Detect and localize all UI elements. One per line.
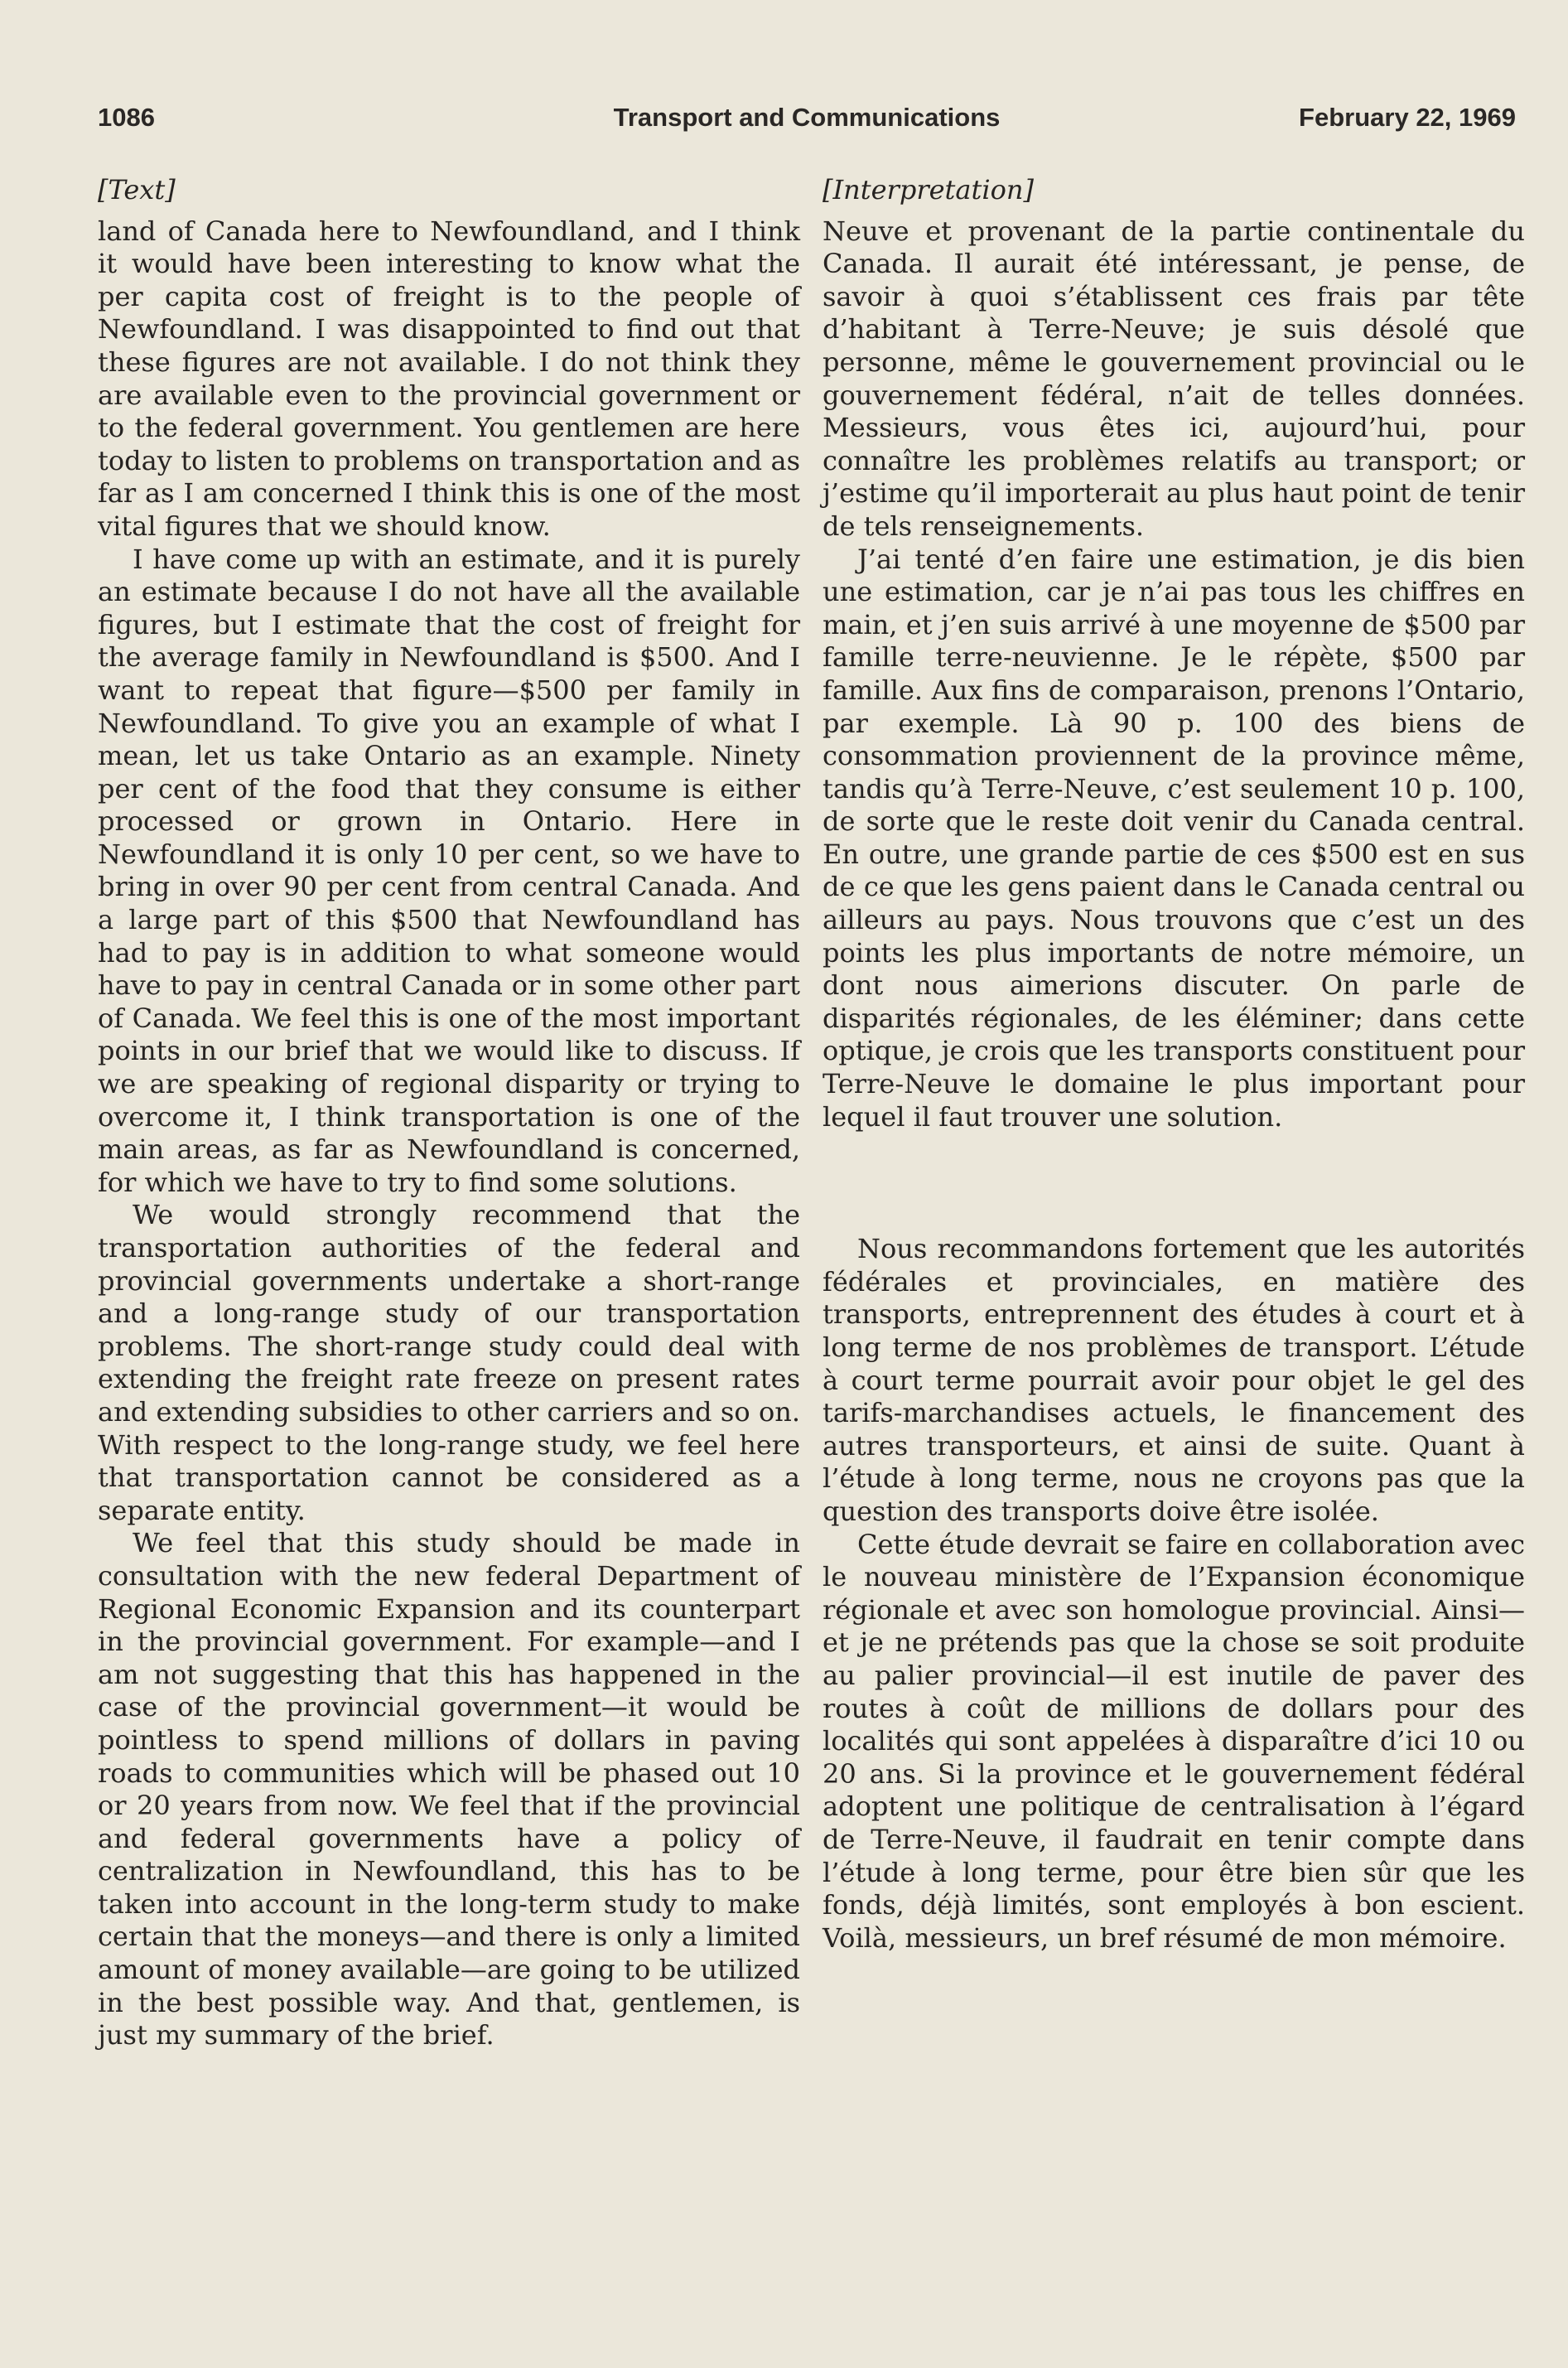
column-spacer	[823, 1133, 1525, 1233]
english-paragraph-3: We would strongly recommend that the transportation authorities of the federal and provincial governments undertake a short-range and a long-range study of our transportation problems. The short-range study could deal with extending the freight rate freeze on present rates and extending subsidies to other carriers and so on. With respect to the long-range study, we feel here that transportation cannot be considered as a separate entity.	[98, 1199, 800, 1526]
french-paragraph-4: Cette étude devrait se faire en collaboration avec le nouveau ministère de l’Expansion économique régionale et avec son homologue provincial. Ainsi—et je ne prétends pas que la chose se soit produite au palier provincial—il est inutile de paver des routes à coût de millions de dollars pour des localités qui sont appelées à disparaître d’ici 10 ou 20 ans. Si la province et le gouvernement fédéral adoptent une politique de centralisation à l’égard de Terre-Neuve, il faudrait en tenir compte dans l’étude à long terme, pour être bien sûr que les fonds, déjà limités, sont employés à bon escient. Voilà, messieurs, un bref résumé de mon mémoire.	[823, 1528, 1525, 1954]
page-number: 1086	[98, 103, 155, 132]
english-paragraph-2: I have come up with an estimate, and it is purely an estimate because I do not have all the available figures, but I estimate that the cost of freight for the average family in Newfoundland is $500. And I want to repeat that figure—$500 per family in Newfoundland. To give you an example of what I mean, let us take Ontario as an example. Ninety per cent of the food that they consume is either processed or grown in Ontario. Here in Newfoundland it is only 10 per cent, so we have to bring in over 90 per cent from central Canada. And a large part of this $500 that Newfoundland has had to pay is in addition to what someone would have to pay in central Canada or in some other part of Canada. We feel this is one of the most important points in our brief that we would like to discuss. If we are speaking of regional disparity or trying to overcome it, I think transportation is one of the main areas, as far as Newfoundland is concerned, for which we have to try to find some solutions.	[98, 543, 800, 1198]
french-paragraph-1: Neuve et provenant de la partie continentale du Canada. Il aurait été intéressant, je pense, de savoir à quoi s’établissent ces frais par tête d’habitant à Terre-Neuve; je suis désolé que personne, même le gouvernement provincial ou le gouvernement fédéral, n’ait de telles données. Messieurs, vous êtes ici, aujourd’hui, pour connaître les problèmes relatifs au transport; or j’estime qu’il importerait au plus haut point de tenir de tels renseignements.	[823, 215, 1525, 542]
interpretation-label: [Interpretation]	[823, 174, 1034, 205]
running-header	[98, 103, 1516, 144]
text-label: [Text]	[98, 174, 176, 205]
french-paragraph-2: J’ai tenté d’en faire une estimation, je dis bien une estimation, car je n’ai pas tous les chiffres en main, et j’en suis arrivé à une moyenne de $500 par famille terre-neuvienne. Je le répète, $500 par famille. Aux fins de comparaison, prenons l’Ontario, par exemple. Là 90 p. 100 des biens de consommation proviennent de la province même, tandis qu’à Terre-Neuve, c’est seulement 10 p. 100, de sorte que le reste doit venir du Canada central. En outre, une grande partie de ces $500 est en sus de ce que les gens paient dans le Canada central ou ailleurs au pays. Nous trouvons que c’est un des points les plus importants de notre mémoire, un dont nous aimerions discuter. On parle de disparités régionales, de les éléminer; dans cette optique, je crois que les transports constituent pour Terre-Neuve le domaine le plus important pour lequel il faut trouver une solution.	[823, 543, 1525, 1133]
french-paragraph-3: Nous recommandons fortement que les autorités fédérales et provinciales, en matière des transports, entreprennent des études à court et à long terme de nos problèmes de transport. L’étude à court terme pourrait avoir pour objet le gel des tarifs-marchandises actuels, le financement des autres transporteurs, et ainsi de suite. Quant à l’étude à long terme, nous ne croyons pas que la question des transports doive être isolée.	[823, 1233, 1525, 1527]
header-date: February 22, 1969	[1299, 103, 1516, 132]
english-column	[98, 174, 800, 2052]
running-title: Transport and Communications	[613, 103, 1001, 132]
french-column	[823, 174, 1525, 1955]
english-paragraph-1: land of Canada here to Newfoundland, and I think it would have been interesting to know what the per capita cost of freight is to the people of Newfoundland. I was disappointed to find out that these figures are not available. I do not think they are available even to the provincial government or to the federal government. You gentlemen are here today to listen to problems on transportation and as far as I am concerned I think this is one of the most vital figures that we should know.	[98, 215, 800, 542]
english-paragraph-4: We feel that this study should be made in consultation with the new federal Department of Regional Economic Expansion and its counterpart in the provincial government. For example—and I am not suggesting that this has happened in the case of the provincial government—it would be pointless to spend millions of dollars in paving roads to communities which will be phased out 10 or 20 years from now. We feel that if the provincial and federal governments have a policy of centralization in Newfoundland, this has to be taken into account in the long-term study to make certain that the moneys—and there is only a limited amount of money available—are going to be utilized in the best possible way. And that, gentlemen, is just my summary of the brief.	[98, 1527, 800, 2051]
